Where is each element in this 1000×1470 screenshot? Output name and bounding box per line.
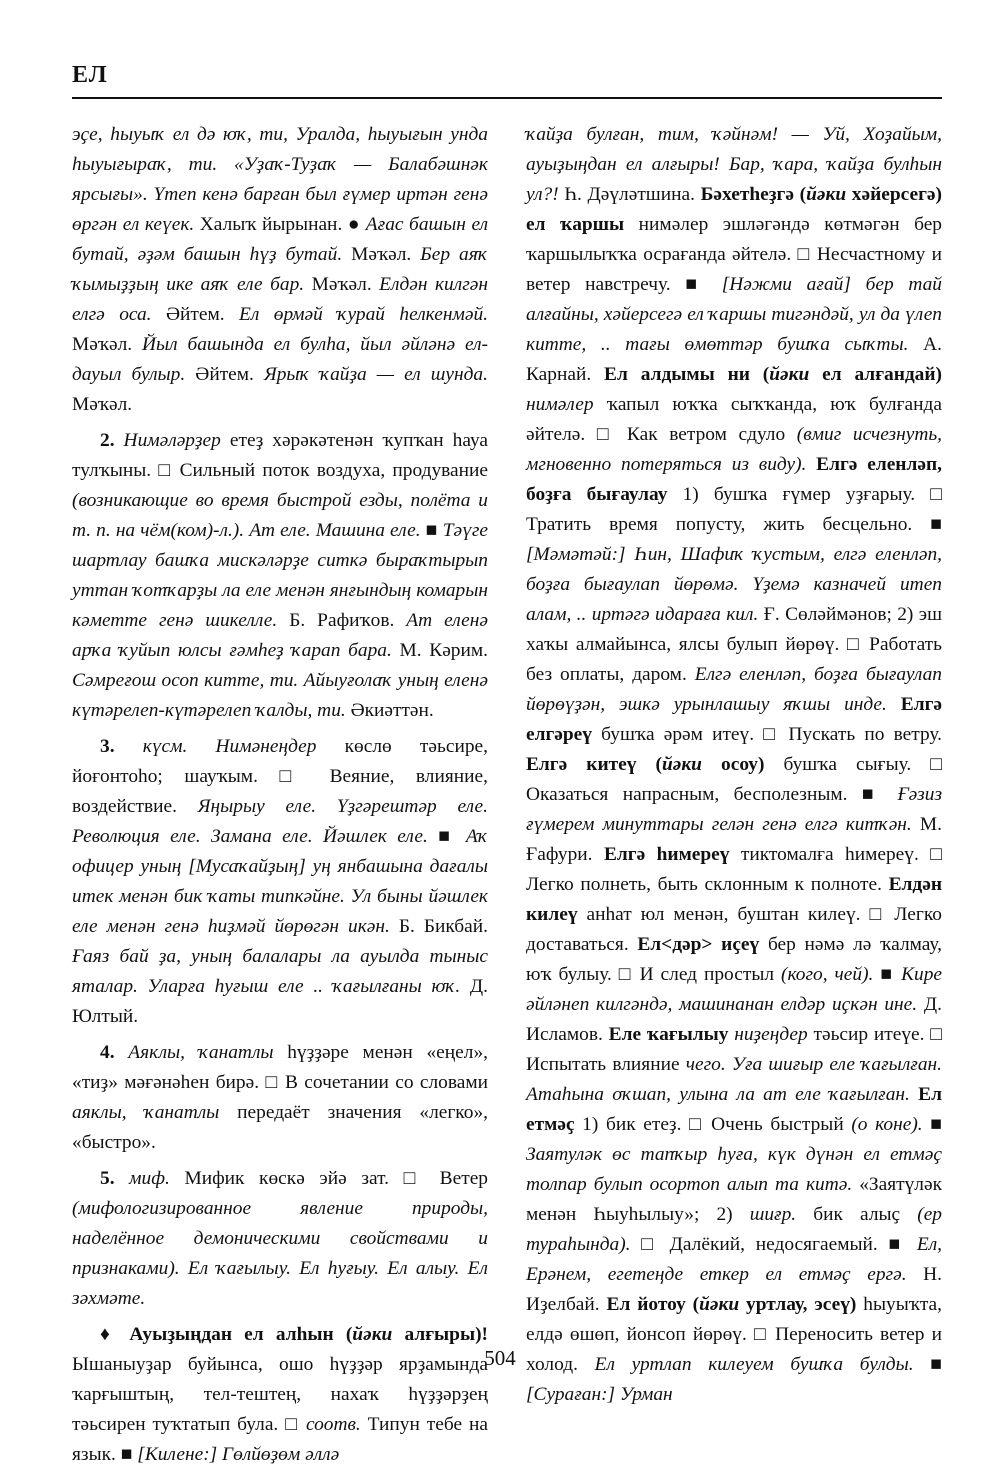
russian-square-icon: □ xyxy=(641,1234,659,1255)
russian-square-icon: □ xyxy=(618,964,633,985)
example-square-icon: ■ xyxy=(880,964,895,985)
example-square-icon: ■ xyxy=(685,274,707,295)
sense-5: 5. миф. Мифик көскә эйә зат. □ Ветер (мифологизированное явление природы, наделённое демоническими свойствами и признаками). Ел ҡағылыу. Ел һуғыу. Ел алыу. Ел зәхмәте. xyxy=(72,1168,488,1309)
russian-square-icon: □ xyxy=(403,1168,426,1189)
russian-square-icon: □ xyxy=(689,1114,704,1135)
example-square-icon: ■ xyxy=(930,1354,942,1375)
example-square-icon: ■ xyxy=(861,784,884,805)
entry-continuation: эҫе, һыуыҡ ел дә юҡ, ти, Уралда, һыуығын унда һыуығыраҡ, ти. «Уҙаҡ-Туҙаҡ — Балабәшнәк ярсығы». Үтеп кенә барған был ғүмер иртән генә өргән ел кеүек. Халыҡ йырынан. ● Ағас башын ел бутай, әҙәм башын һүҙ бутай. Мәҡәл. Бер аяҡ ҡымыҙҙың ике аяҡ еле бар. Мәҡәл. Елдән килгән елгә оса. Әйтем. Ел өрмәй ҡурай һелкенмәй. Мәҡәл. Йыл башында ел булһа, йыл әйләнә ел-дауыл булыр. Әйтем. Ярыҡ ҡайҙа — ел шунда. Мәҡәл. xyxy=(72,124,489,415)
example-square-icon: ■ xyxy=(888,1234,907,1255)
right-column xyxy=(526,120,943,1405)
russian-square-icon: □ xyxy=(265,1072,279,1093)
russian-square-icon: □ xyxy=(797,244,811,265)
example-square-icon: ■ xyxy=(930,514,942,535)
sense-3: 3. күсм. Нимәнеңдер көслө тәьсире, йоғонтоһо; шауҡым. □ Веяние, влияние, воздействие. Яңырыу еле. Үҙгәрештәр еле. Революция еле. Замана еле. Йәшлек еле. ■ Аҡ офицер уның [Мусаҡайҙың] уң янбашына дағалы итек менән бик ҡаты типкәйне. Ул быны йәшлек еле менән генә һиҙмәй йөрөгән икән. Б. Бикбай. Ғаяз бай ҙа, уның балалары ла ауылда тыныс яталар. Уларға һуғыш еле .. ҡағылғаны юҡ. Д. Юлтый. xyxy=(72,736,488,1027)
running-head: ЕЛ xyxy=(72,62,108,88)
russian-square-icon: □ xyxy=(754,1324,769,1345)
russian-square-icon: □ xyxy=(930,844,942,865)
page-number: 504 xyxy=(484,1346,516,1370)
sense-2: 2. Нимәләрҙер етеҙ хәрәкәтенән ҡупҡан һауа тулҡыны. □ Сильный поток воздуха, продувание (возникающие во время быстрой езды, полёта и т. п. на чём(ком)-л.). Ат еле. Машина еле. ■ Тәүге шартлау башҡа мискәләрҙе ситкә быраҡтырып уттан ҡотҡарҙы ла еле менән янғындың комарын кәметте генә шикелле. Б. Рафиҡов. Ат еленә арҡа ҡуйып юлсы ғәмһеҙ ҡарап бара. М. Кәрим. Сәмреғош осоп китте, ти. Айыуғолаҡ уның еленә күтәрелеп-күтәрелеп ҡалды, ти. Әкиәттән. xyxy=(72,430,489,721)
russian-square-icon: □ xyxy=(763,724,780,745)
left-column xyxy=(72,120,489,1465)
proverb-bullet-icon: ● xyxy=(347,214,361,235)
phrase-entry: ♦ Ауыҙыңдан ел алһын (йәки алғыры)! Ышаныуҙар буйынса, ошо һүҙҙәр ярҙамында ҡарғыштың, тел-тештең, нахаҡ һүҙҙәрҙең тәьсирен туҡтатып була. □ соотв. Типун тебе на язык. ■ [Килене:] Гөлйөҙөм әллә xyxy=(72,1324,488,1465)
example-square-icon: ■ xyxy=(930,1114,943,1135)
russian-square-icon: □ xyxy=(596,424,616,445)
sense-4: 4. Аяклы, ҡанатлы һүҙҙәре менән «еңел», «тиҙ» мәғәнәһен бирә. □ В сочетании со словами аяклы, ҡанатлы передаёт значения «легко», «быстро». xyxy=(72,1042,489,1153)
header-rule xyxy=(72,97,942,99)
russian-square-icon: □ xyxy=(279,766,309,787)
russian-square-icon: □ xyxy=(847,634,862,655)
russian-square-icon: □ xyxy=(158,460,173,481)
entry-continuation: ҡайҙа булған, тим, ҡәйнәм! — Уй, Хоҙайым, ауыҙыңдан ел алғыры! Бар, ҡара, ҡайҙа булһын ул?! Һ. Дәүләтшина. Бәхетһеҙгә (йәки хәйерсегә) ел ҡаршы нимәлер эшләгәндә көтмәгән бер ҡаршылыҡҡа осрағанда әйтелә. □ Несчастному и ветер навстречу. ■ [Нәжми ағай] бер тай алғайны, хәйерсегә ел ҡаршы тигәндәй, ул да үлеп китте, .. тағы өмөттәр бушҡа сыҡты. А. Карнай. Ел алдымы ни (йәки ел алғандай) нимәлер ҡапыл юҡҡа сыҡҡанда, юҡ булғанда әйтелә. □ Как ветром сдуло (вмиг исчезнуть, мгновенно потеряться из виду). Елгә еленләп, боҙға бығаулау 1) бушҡа ғүмер уҙғарыу. □ Тратить время попусту, жить бесцельно. ■ [Мәмәтәй:] Һин, Шафиҡ ҡустым, елгә еленләп, боҙға бығаулап йөрөмә. Үҙемә казначей итеп алам, .. иртәгә идараға кил. Ғ. Сөләймәнов; 2) эш хаҡы алмайынса, ялсы булып йөрөү. □ Работать без оплаты, даром. Елгә еленләп, боҙға бығаулап йөрөүҙән, эшкә урынлашыу яҡшы инде. Елгә елгәреү бушҡа әрәм итеү. □ Пускать по ветру. Елгә китеү (йәки осоу) бушҡа сығыу. □ Оказаться напрасным, бесполезным. ■ Ғәзиз ғүмерем минуттары гелән генә елгә китҡән. М. Ғафури. Елгә һимереү тиктомалға һимереү. □ Легко полнеть, быть склонным к полноте. Елдән килеү анһат юл менән, буштан килеү. □ Легко доставаться. Ел<дәр> иҫеү бер нәмә лә ҡалмау, юҡ булыу. □ И след простыл (кого, чей). ■ Кире әйләнеп килгәндә, машинанан елдәр иҫкән ине. Д. Исламов. Еле ҡағылыу ниҙеңдер тәьсир итеүе. □ Испытать влияние чего. Уға шиғыр еле ҡағылған. Атаһына оҡшап, улына ла ат еле ҡағылған. Ел етмәҫ 1) бик етеҙ. □ Очень быстрый (о коне). ■ Заятуләк өс тапҡыр һуға, күк дүнән ел етмәҫ толпар булып осортоп алып та китә. «Заятүләк менән Һыуһылыу»; 2) шиғр. бик алыҫ (ер тураһында). □ Далёкий, недосягаемый. ■ Ел, Ерәнем, егетеңде еткер ел етмәҫ ергә. Н. Иҙелбай. Ел йотоу (йәки уртлау, эсеү) һыуыҡта, елдә өшөп, йонсоп йөрөү. □ Переносить ветер и холод. Ел уртлап килеуем бушҡа булды. ■ [Сураған:] Урман xyxy=(526,124,943,1405)
russian-square-icon: □ xyxy=(869,904,886,925)
example-square-icon: ■ xyxy=(438,826,456,847)
russian-square-icon: □ xyxy=(285,1414,300,1435)
russian-square-icon: □ xyxy=(930,754,942,775)
example-square-icon: ■ xyxy=(425,520,438,541)
diamond-icon: ♦ xyxy=(100,1324,118,1345)
russian-square-icon: □ xyxy=(930,1024,942,1045)
example-square-icon: ■ xyxy=(120,1444,133,1465)
russian-square-icon: □ xyxy=(930,484,943,505)
